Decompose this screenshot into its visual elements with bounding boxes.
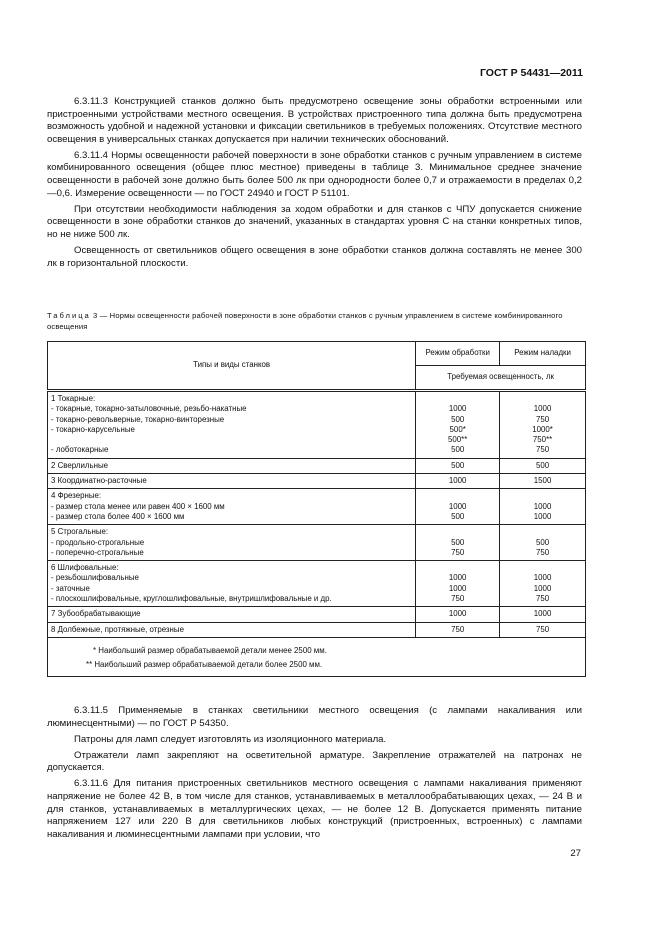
table-row xyxy=(48,561,586,607)
text-block-lower xyxy=(47,705,582,845)
table-caption-label: Таблица xyxy=(47,311,91,320)
text-block-upper xyxy=(47,96,582,274)
table-row xyxy=(48,607,586,622)
table-row xyxy=(48,474,586,489)
row-setup-value: 1000 xyxy=(500,607,586,622)
row-label: 8 Долбежные, протяжные, отрезные xyxy=(48,622,416,637)
paragraph: При отсутствии необходимости наблюдения за ходом обработки и для станков с ЧПУ допускается снижение освещенности в зоне обработки станков до значений, указанных в стандартах уровня С на станки конкретных типов, но не ниже 500 лк. xyxy=(47,203,582,240)
table-caption xyxy=(47,311,587,332)
table-notes xyxy=(48,637,586,676)
row-work-value: 1000 500 xyxy=(416,489,500,525)
paragraph: 6.3.11.4 Нормы освещенности рабочей поверхности в зоне обработки станков с ручным управлением в системе комбинированного освещения (общее плюс местное) приведены в таблице 3. Минимальное среднее значение освещенности в рабочей зоне должно быть более 500 лк при однородности более 0,7 и отражаемости в пределах 0,2—0,6. Измерение освещенности — по ГОСТ 24940 и ГОСТ Р 51101. xyxy=(47,149,582,199)
row-label: 3 Координатно-расточные xyxy=(48,474,416,489)
row-work-value: 1000 1000 750 xyxy=(416,561,500,607)
row-setup-value: 1000 750 1000* 750** 750 xyxy=(500,391,586,459)
header-setup-mode: Режим наладки xyxy=(500,342,586,366)
paragraph: 6.3.11.6 Для питания пристроенных светильников местного освещения с лампами накаливания применяют напряжение не более 42 В, в том числе для станков, устанавливаемых в металлообрабатывающих цехах, — 24 В и для станков, устанавливаемых в металлургических цехах, — не более 12 В. Допускается применять питание напряжением 127 или 220 В для светильников любых конструкций (пристроенных, встроенных) с лампами накаливания и люминесцентными лампами при условии, что xyxy=(47,778,582,840)
row-work-value: 1000 xyxy=(416,607,500,622)
paragraph: Патроны для ламп следует изготовлять из изоляционного материала. xyxy=(74,733,387,745)
paragraph: Освещенность от светильников общего освещения в зоне обработки станков должна составлять не менее 300 лк в горизонтальной плоскости. xyxy=(47,245,582,269)
header-type: Типы и виды станков xyxy=(48,342,416,391)
page-number: 27 xyxy=(570,848,581,859)
document-header: ГОСТ Р 54431—2011 xyxy=(479,67,583,79)
row-work-value: 500 750 xyxy=(416,525,500,561)
row-work-value: 750 xyxy=(416,622,500,637)
table-note: * Наибольший размер обрабатываемой детали менее 2500 мм. xyxy=(93,645,327,655)
row-work-value: 500 xyxy=(416,458,500,473)
row-work-value: 1000 500 500* 500** 500 xyxy=(416,391,500,459)
header-unit: Требуемая освещенность, лк xyxy=(416,366,586,391)
row-label: 5 Строгальные: - продольно-строгальные - поперечно-строгальные xyxy=(48,525,416,561)
table-row xyxy=(48,525,586,561)
paragraph: 6.3.11.3 Конструкцией станков должно быть предусмотрено освещение зоны обработки встроенными или пристроенными устройствами местного освещения. В устройствах пристроенного типа должна быть предусмотрена возможность удобной и надежной установки и фиксации светильников в требуемых положениях. Отсутствие местного освещения в универсальных станках допускается при наличии технических обоснований. xyxy=(47,96,582,145)
table-row xyxy=(48,622,586,637)
row-label: 7 Зубообрабатывающие xyxy=(48,607,416,622)
row-setup-value: 1000 1000 xyxy=(500,489,586,525)
row-label: 6 Шлифовальные: - резьбошлифовальные - заточные - плоскошлифовальные, круглошлифовальные, внутришлифовальные и др. xyxy=(48,561,416,607)
row-setup-value: 500 750 xyxy=(500,525,586,561)
row-setup-value: 1000 1000 750 xyxy=(500,561,586,607)
header-work-mode: Режим обработки xyxy=(416,342,500,366)
row-setup-value: 500 xyxy=(500,458,586,473)
row-setup-value: 750 xyxy=(500,622,586,637)
row-work-value: 1000 xyxy=(416,474,500,489)
table-note: ** Наибольший размер обрабатываемой детали более 2500 мм. xyxy=(86,659,323,669)
paragraph: 6.3.11.5 Применяемые в станках светильники местного освещения (с лампами накаливания или люминесцентными) — по ГОСТ Р 54350. xyxy=(47,705,582,729)
row-label: 2 Сверлильные xyxy=(48,458,416,473)
paragraph: Отражатели ламп закрепляют на осветительной арматуре. Закрепление отражателей на патронах не допускается. xyxy=(47,749,582,774)
table-caption-text: 3 — Нормы освещенности рабочей поверхности в зоне обработки станков с ручным управлением в системе комбинированного освещения xyxy=(47,311,563,331)
illumination-table xyxy=(47,341,586,677)
table-row xyxy=(48,458,586,473)
row-setup-value: 1500 xyxy=(500,474,586,489)
row-label: 1 Токарные: - токарные, токарно-затыловочные, резьбо-накатные - токарно-револьверные, токарно-винторезные - токарно-карусельные - лоботокарные xyxy=(48,391,416,459)
table-row xyxy=(48,391,586,459)
row-label: 4 Фрезерные: - размер стола менее или равен 400 × 1600 мм - размер стола более 400 × 1600 мм xyxy=(48,489,416,525)
table-row xyxy=(48,489,586,525)
